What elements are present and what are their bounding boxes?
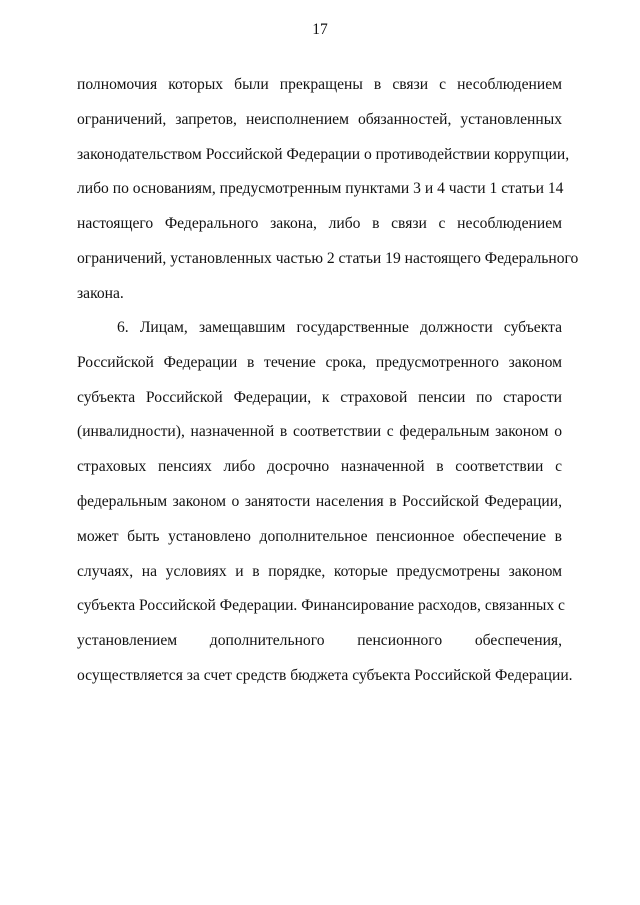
text-line: субъекта Российской Федерации, к страховой пенсии по старости — [77, 388, 562, 406]
text-line: либо по основаниям, предусмотренным пунктами 3 и 4 части 1 статьи 14 — [77, 180, 564, 198]
text-line: ограничений, установленных частью 2 статьи 19 настоящего Федерального — [77, 249, 579, 267]
text-line: закона. — [77, 284, 124, 302]
text-line: может быть установлено дополнительное пенсионное обеспечение в — [77, 527, 562, 545]
paragraph — [77, 311, 573, 694]
text-line: полномочия которых были прекращены в связи с несоблюдением — [77, 76, 562, 93]
text-line: (инвалидности), назначенной в соответствии с федеральным законом о — [77, 423, 562, 441]
text-line: законодательством Российской Федерации о противодействии коррупции, — [77, 145, 570, 163]
text-line: страховых пенсиях либо досрочно назначенной в соответствии с — [77, 458, 562, 476]
page-number: 17 — [312, 21, 328, 38]
text-line: случаях, на условиях и в порядке, которые предусмотрены законом — [77, 562, 562, 580]
paragraph — [77, 68, 579, 312]
text-line: федеральным законом о занятости населения в Российской Федерации, — [77, 492, 562, 510]
text-line: субъекта Российской Федерации. Финансирование расходов, связанных с — [77, 597, 565, 615]
text-line: ограничений, запретов, неисполнением обязанностей, установленных — [77, 110, 562, 128]
text-line: установлением дополнительного пенсионного обеспечения, — [77, 632, 562, 650]
text-line: 6. Лицам, замещавшим государственные должности субъекта — [117, 319, 562, 336]
text-line: осуществляется за счет средств бюджета субъекта Российской Федерации. — [77, 666, 573, 684]
text-line: настоящего Федерального закона, либо в связи с несоблюдением — [77, 215, 562, 233]
text-line: Российской Федерации в течение срока, предусмотренного законом — [77, 353, 562, 371]
